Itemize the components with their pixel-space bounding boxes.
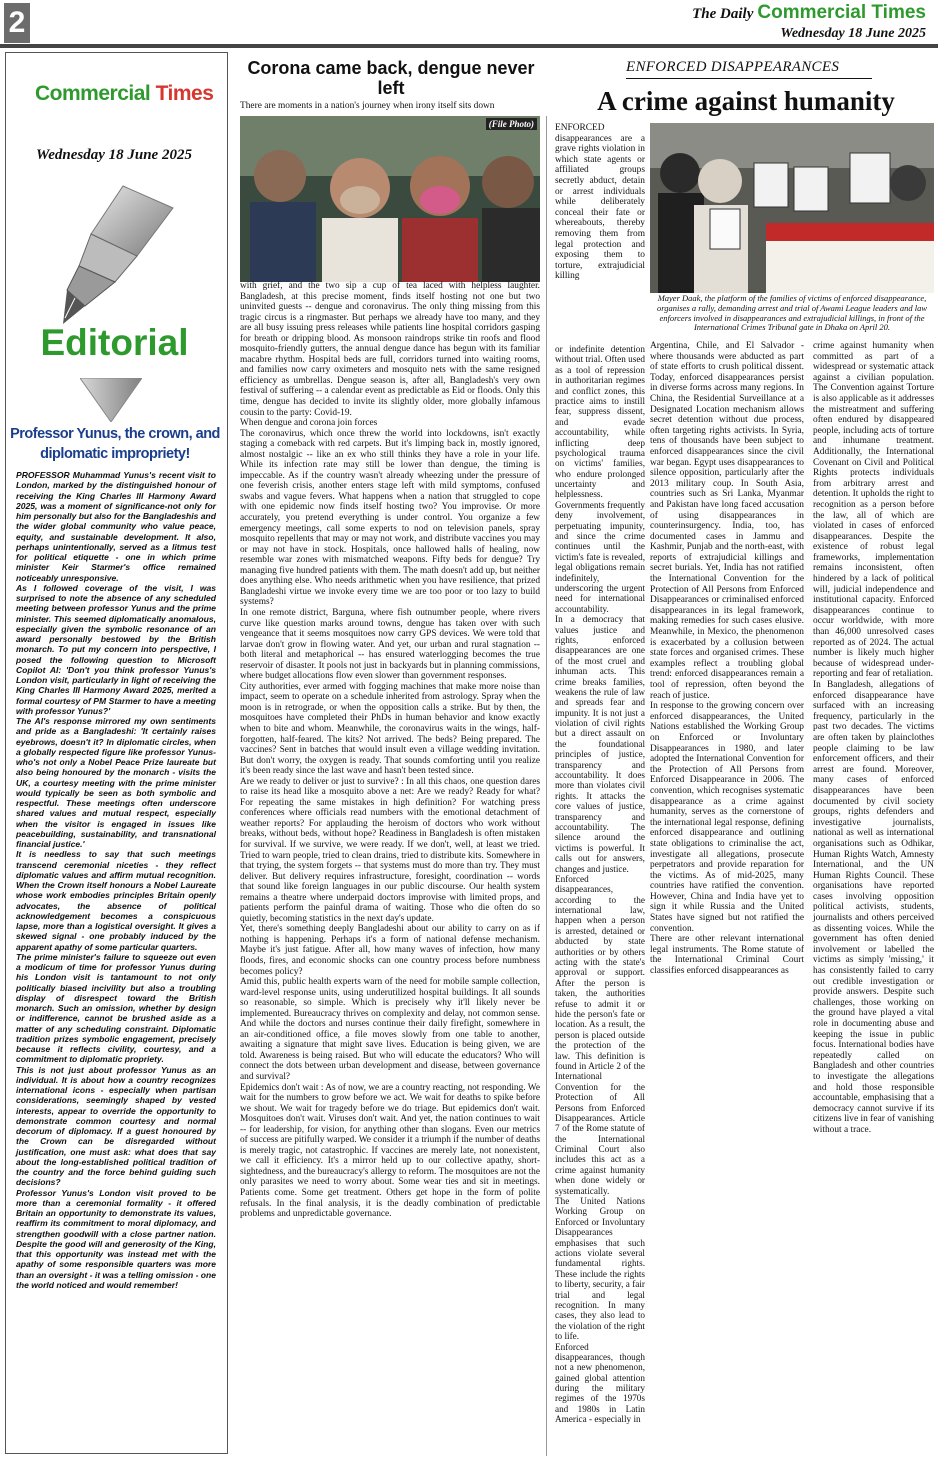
crime-paragraph: The United Nations Working Group on Enforced or Involuntary Disappearances emphasises that such actions violate several fundamental rights. These include the rights to liberty, security, a fair trial and legal recognition. In many cases, they also lead to the violation of the right to life. (555, 1196, 645, 1342)
rally-protest-photo (650, 123, 934, 293)
corona-paragraph: Yet, there's something deeply Bangladeshi about our ability to carry on as if nothing is happening. Perhaps it's a form of national defense mechanism. Maybe it's just fatigue. After all, how many waves of infection, how many floods, fires, and economic shocks can one country process before numbness becomes policy? (240, 924, 540, 977)
down-arrow-icon (80, 378, 142, 422)
fountain-pen-icon (45, 178, 185, 328)
crime-article-title: A crime against humanity (597, 86, 895, 116)
crime-col2-body (650, 341, 804, 977)
masthead (692, 2, 926, 42)
editorial-paragraph: As I followed coverage of the visit, I was surprised to note the absence of any scheduled meeting between professor Yunus and the prime minister. This seemed diplomatically anomalous, especially given the symbolic resonance of an award personally bestowed by the British monarch. To put my concern into perspective, I posed the following question to Microsoft Copilot AI: 'Don't you think professor Yunus's London visit, particularly in light of receiving the King Charles III Harmony Award 2025, merited a formal courtesy of PM Starmer to have a meeting with professor Yunus?' (16, 582, 216, 716)
page-number: 2 (4, 3, 30, 43)
corona-paragraph: The coronavirus, which once threw the world into lockdowns, isn't exactly staging a comeback with red carpets. But it's limping back in, mostly ignored, almost nostalgic -- like an ex who still thinks they have a role in your life. While its infection rate may still be lower than dengue, the timing is impeccable. As if the country wasn't already wheezing under the pressure of one feverish crisis, another enters stage left with mild symptoms, confused swabs and vague fevers. What happens when a nation that struggled to cope with one epidemic now finds itself hosting two? You improvise. Or more accurately, you pretend everything is under control. You organize a few emergency meetings, call some experts to nod on television panels, spray mosquito repellents that may or may not work, and distribute vaccines you may or may not have in stock. Hospitals, once hallowed halls of healing, now resemble war zones with mismatched weapons. Fifty beds for dengue? Try managing five hundred patients with them. The math doesn't add up, but neither does anything else. Who needs arithmetic when you have resilience, that prized Bangladeshi virtue we invoke every time we are too poor or too lazy to build systems? (240, 428, 540, 608)
crime-paragraph: or indefinite detention without trial. Often used as a tool of repression in authoritarian regimes and conflict zones, this practice aims to instill fear, suppress dissent, and evade accountability, while inflicting deep psychological trauma on victims' families, who endure prolonged uncertainty and helplessness. Governments frequently deny involvement, perpetuating impunity, and since the crime continues until the victim's fate is revealed, legal obligations remain indefinitely, underscoring the urgent need for international accountability. (555, 344, 645, 614)
kicker-underline (626, 78, 872, 79)
editorial-body (16, 470, 216, 1290)
crime-col1-intro: ENFORCED disappearances are a grave rights violation in which state agents or affiliated groups secretly abduct, detain or arrest individuals while deliberately conceal their fate or whereabouts, thereby removing them from legal protection and exposing them to torture, extrajudicial killing (555, 123, 645, 282)
crime-paragraph: In a democracy that values justice and rights, enforced disappearances are one of the most cruel and inhuman acts. This crime breaks families, weakens the rule of law and spreads fear and impunity. It is not just a violation of civil rights but a direct assault on the foundational principles of justice, transparency and accountability. It does more than violates civil rights. It attacks the core values of justice, transparency and accountability. The silence around the victims is powerful. It calls out for answers, changes and justice. (555, 614, 645, 874)
editorial-date: Wednesday 18 June 2025 (36, 147, 192, 163)
editorial-paragraph: This is not just about professor Yunus as an individual. It is about how a country recognizes international icons - especially when partisan considerations, seemingly shaped by vested interests, appear to override the opportunity to demonstrate common courtesy and normal decorum of diplomacy. If a guest honoured by the Crown can be disregarded without justification, one must ask: what does that say about the long-established political tradition of the country and the force behind guiding such decisions? (16, 1064, 216, 1188)
logo-word-commercial: Commercial (35, 82, 151, 105)
corona-article-title: Corona came back, dengue never left (247, 58, 535, 98)
masthead-name: Commercial Times (757, 2, 926, 23)
editorial-logo (35, 82, 213, 106)
photo-caption: Mayer Daak, the platform of the families of victims of enforced disappearance, organises a rally, demanding arrest and trial of Awami League leaders and law enforcers involved in disappearances and extrajudicial killings, in front of the International Crimes Tribunal gate in Dhaka on April 20. (656, 293, 928, 333)
crime-col1-body (555, 344, 645, 1425)
column-divider (546, 116, 547, 1456)
crime-paragraph: In Bangladesh, allegations of enforced disappearance have surfaced with an increasing frequency, particularly in the past two decades. The victims are often taken by plainclothes people claiming to be law enforcement officers, and their arrest are found. Moreover, many cases of enforced disappearances have been documented by civil society groups, rights defenders and investigative journalists, national as well as international organisations such as Odhikar, Human Rights Watch, Amnesty International, and the UN Human Rights Council. These organisations have reported cases involving opposition political activists, students, journalists and others perceived as dissenting voices. While the government has often denied involvement or labelled the victims as simply 'missing,' it has consistently failed to carry out credible investigation or provide answers. Despite such challenges, those working on the ground have played a vital role in documenting abuse and keeping the issue in public focus. International bodies have repeatedly called on Bangladesh and other countries to investigate the allegations and hold those responsible accountable, emphasising that a democracy cannot survive if its citizens live in fear of vanishing without a trace. (813, 680, 934, 1135)
article-kicker: ENFORCED DISAPPEARANCES (626, 59, 840, 75)
crime-col3-body (813, 341, 934, 1136)
crime-paragraph: There are other relevant international legal instruments. The Rome statute of the International Criminal Court classifies enforced disappearances as (650, 934, 804, 977)
corona-paragraph: City authorities, ever armed with fogging machines that make more noise than impact, seem to operate on a schedule inherited from astrology. Spray when the moon is in retrograde, or when the opposition calls a strike. But by then, the mosquitoes have completed their PhDs in human behavior and know exactly when to bite and whom. Meanwhile, the coronavirus waits in the wings, half-forgotten, half-feared. The kits? Not arrived. The beds? Being prepared. The vaccines? Sent in batches that would insult even a village wedding invitation. But don't worry, the oxygen is ready. That sounds comforting until you realize it's been ready since the last wave and hasn't been tested since. (240, 681, 540, 777)
corona-paragraph: with grief, and the two sip a cup of tea laced with helpless laughter. Bangladesh, at this precise moment, finds itself hosting not one but two uninvited guests -- dengue and coronavirus. The only thing missing from this tragic circus is a ringmaster. But perhaps we already have too many, and they are all busy issuing press releases while patients line hospital corridors gasping for breath or dripping blood. As monsoon raindrops strike tin roofs and flood mosquito-friendly gutters, the annual dengue dance has begun with its familiar macabre rhythm. Hospital beds are full, corridors turned into waiting rooms, and families now carry oximeters and mosquito nets with the same resigned efficiency as umbrellas. Dengue season is, after all, Bangladesh's very own festival of suffering -- a calendar event as predictable as Eid or floods. Only this time, dengue has decided to invite its slightly older, more globally infamous cousin to the party: Covid-19. (240, 281, 540, 418)
header-rule (0, 44, 938, 48)
crime-paragraph: crime against humanity when committed as part of a widespread or systematic attack against a civilian population. The Convention against Torture is also applicable as it addresses the mistreatment and suffering often endured by disappeared people, including acts of torture and inhumane treatment. Additionally, the International Covenant on Civil and Political Rights protects individuals from arbitrary arrest and detention. It upholds the right to recognition as a person before the law, all of which are violated in cases of enforced disappearances. Despite the existence of robust legal frameworks, implementation remains inconsistent, often hindered by a lack of political will, judicial independence and institutional capacity. Enforced disappearances continue to occur worldwide, with more than 46,000 unresolved cases reported as of 2024. The actual number is likely much higher because of widespread under-reporting and fear of retaliation. (813, 341, 934, 680)
section-title-editorial: Editorial (40, 322, 189, 363)
crime-paragraph: In response to the growing concern over enforced disappearances, the United Nations established the Working Group on Enforced or Involuntary Disappearances in 1980, and later adopted the International Convention for the Protection of All Persons from Enforced Disappearance in 2006. The convention, which recognises systematic disappearance as a crime against humanity, serves as the cornerstone of the international legal response, defining enforced disappearance and outlining state obligations to criminalise the act, investigate all allegations, prosecute perpetrators and provide reparation for the victims. As of mid-2025, many countries have ratified the convention. However, China and India have yet to sign it while Russia and the United States have signed but not ratified the convention. (650, 701, 804, 934)
editorial-paragraph: Professor Yunus's London visit proved to be more than a ceremonial formality - it offered Britain an opportunity to demonstrate its values, reaffirm its commitment to moral diplomacy, and strengthen goodwill with a close partner nation. Despite the good will and generosity of the King, that this opportunity was instead met with the apathy of some responsible quarters was more than an oversight - it was a telling omission - one the world noticed and would remember! (16, 1187, 216, 1290)
corona-article-body (240, 281, 540, 1220)
crime-paragraph: Enforced disappearances, according to the international law, happen when a person is arrested, detained or abducted by state authorities or by others acting with the state's approval or support. After the person is taken, the authorities refuse to admit it or hide the person's fate or location. As a result, the person is placed outside the protection of the law. This definition is found in Article 2 of the International Convention for the Protection of All Persons from Enforced Disappearances. Article 7 of the Rome statute of the International Criminal Court also includes this act as a crime against humanity when done widely or systematically. (555, 873, 645, 1196)
corona-article-lede: There are moments in a nation's journey when irony itself sits down (240, 101, 495, 111)
masthead-prefix: The Daily (692, 6, 754, 22)
corona-masked-crowd-photo (240, 116, 540, 282)
photo-credit: (File Photo) (486, 118, 537, 130)
editorial-paragraph: The prime minister's failure to squeeze out even a modicum of time for professor Yunus during his London visit is tantamount to not only politically biased incivility but also a troubling display of disrespect toward the British monarch. Such an omission, whether by design or indifference, cannot be brushed aside as a matter of any scheduling constraint. Diplomatic tradition prizes symbolic engagement, precisely because it reflects civility, courtesy, and a commitment to diplomatic propriety. (16, 951, 216, 1065)
corona-paragraph: Are we ready to deliver or just to survive? : In all this chaos, one question dares to raise its head like a mosquito above a net: Are we ready? Ready for what? For repeating the same mistakes in high definition? For watching press conferences where officials read numbers with the emotional detachment of weather reports? For applauding the heroism of doctors who work without breaks, without beds, without hope? Readiness in Bangladesh is often mistaken for survival. If we survive, we were ready. If we don't, well, at least we tried. Tried to warn people, tried to clean drains, tried to distribute kits. Somewhere in that trying, the system forgets -- that systems must do more than try. They must deliver. But delivery requires infrastructure, foresight, coordination -- words that sound like foreign languages in our public discourse. Our health system remains a theatre where underpaid doctors improvise with limited props, and patients perform the painful drama of waiting. Those who die often do so quietly, becoming statistics in the next day's update. (240, 776, 540, 924)
corona-paragraph: In one remote district, Barguna, where fish outnumber people, where rivers curve like question marks around towns, dengue has taken over with such vengeance that it seems mosquitoes now carry GPS devices. We were told that larvae don't grow in flowing water. And yet, our urban and rural stagnation -- both literal and metaphorical -- has ensured waterlogging becomes the true reservoir of disaster. It pools not just in backyards but in planning commissions, where budget allocations flow even slower than government responses. (240, 607, 540, 682)
crime-paragraph: Enforced disappearances, though not a new phenomenon, gained global attention during the military regimes of the 1970s and 1980s in Latin America - especially in (555, 1341, 645, 1425)
editorial-headline: Professor Yunus, the crown, and diplomatic impropriety! (10, 426, 220, 462)
masthead-date: Wednesday 18 June 2025 (780, 26, 926, 41)
editorial-paragraph: It is needless to say that such meetings transcend ceremonial niceties - they reflect diplomatic values and affirm mutual recognition. When the Crown itself honours a Nobel Laureate whose work embodies principles Britain openly advocates, the absence of political acknowledgement becomes a conspicuous lapse, more than a logistical oversight. It gives a skewed signal - one probably induced by the apparent apathy of some particular quarters. (16, 849, 216, 952)
corona-paragraph: Amid this, public health experts warn of the need for mobile sample collection, ward-level response units, using underutilized hospital buildings. It all sounds so reasonable, so simple. Which is precisely why it'll likely never be implemented. Bureaucracy thrives on complexity and delay, not common sense. And while the doctors and nurses continue their daily firefight, somewhere in an air-conditioned office, a file moves slowly from one table to another, awaiting a signature that might save lives. Education is being given, we are told. Awareness is being raised. But who will educate the educators? Who will connect the dots between urban development and disease, between governance and survival? (240, 977, 540, 1083)
editorial-paragraph: PROFESSOR Muhammad Yunus's recent visit to London, marked by the distinguished honour of receiving the King Charles III Harmony Award 2025, was a moment of significance-not only for him personally but also for the Bangladeshis and the wider global community who value peace, equity, and sustainable development. It also, perhaps unintentionally, served as a litmus test for political etiquette - one in which prime minister Keir Starmer's office remained noticeably unresponsive. (16, 470, 216, 583)
crime-paragraph: Argentina, Chile, and El Salvador - where thousands were abducted as part of state efforts to crush political dissent. Today, enforced disappearances persist in diverse forms across many regions. In China, the Residential Surveillance at a Designated Location mechanism allows secret detention without due process, often targeting rights activists. In Syria, tens of thousands have been subject to enforced disappearances since the civil war began. Egypt uses disappearances to silence opposition, particularly after the 2013 military coup. In South Asia, countries such as Sri Lanka, Myanmar and Pakistan have long faced accusation of using disappearances in counterinsurgency. India, too, has documented cases in Jammu and Kashmir, Punjab and the north-east, with reports of extrajudicial killings and secret burials. Yet, India has not ratified the International Convention for the Protection of All Persons from Enforced Disappearances or criminalised enforced disappearances in its legal framework, making remedies for such cases elusive. Meanwhile, in Mexico, the phenomenon is exacerbated by a collusion between state forces and organised crimes. These examples reflect a troubling global trend: enforced disappearances remain a tool of repression, often beyond the reach of justice. (650, 341, 804, 701)
corona-subheading: When dengue and corona join forces (240, 418, 378, 429)
editorial-paragraph: The AI's response mirrored my own sentiments and pride as a Bangladeshi: 'It certainly raises eyebrows, doesn't it? In diplomatic circles, when a globally respected figure like professor Yunus-who's not only a Nobel Peace Prize laureate but also being honoured by the monarch - visits the UK, a courtesy meeting with the prime minister would typically be seen as both symbolic and respectful. These meetings often underscore shared values and mutual respect, especially when the visitor is engaged in issues like peacebuilding, sustainability, and transnational financial justice.' (16, 716, 216, 849)
corona-paragraph: Epidemics don't wait : As of now, we are a country reacting, not responding. We wait for the numbers to grow before we act. We wait for deaths to spike before we shout. We wait for tragedy before we do triage. But epidemics don't wait. Mosquitoes don't wait. Viruses don't wait. And yet, the nation continues to wait -- for leadership, for vision, for anything other than slogans. Even our metrics of success are pitifully warped. We consider it a triumph if the number of deaths is merely tragic, not catastrophic. If vaccines are merely late, not nonexistent, we call it efficiency. It's a mirror held up to our collective apathy, short-sightedness, and the bureaucracy's allergy to reform. The mosquitoes are not the only parasites we need to worry about. Some wear ties and sit in meetings. Patients come. Some get treatment. Others get hope in the form of polite refusals. In the final analysis, it is the deadly combination of predictable problems and unpredictable governance. (240, 1082, 540, 1220)
logo-word-times: Times (155, 82, 214, 105)
